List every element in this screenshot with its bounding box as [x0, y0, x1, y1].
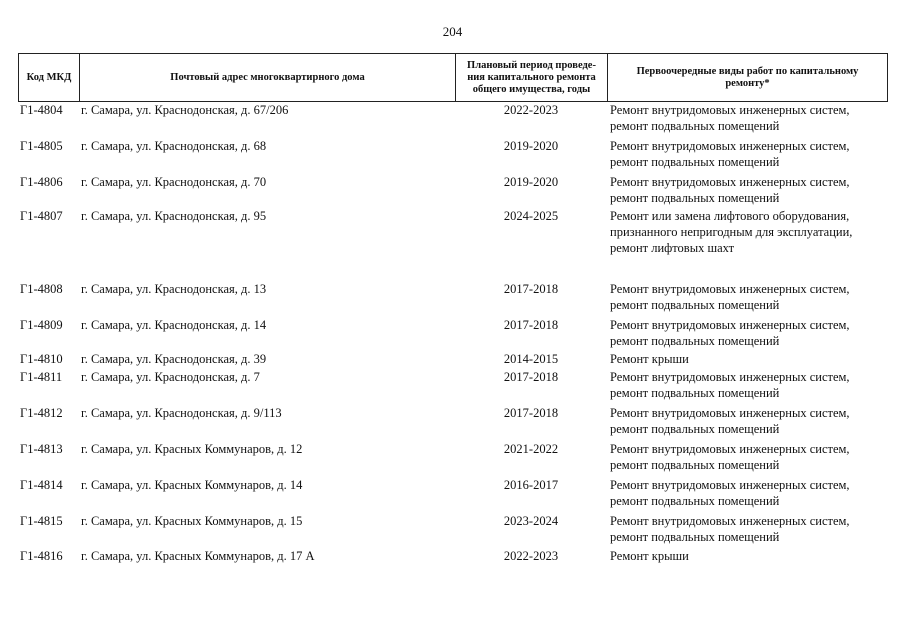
row-works-line: ремонт подвальных помещений [610, 458, 780, 472]
row-address: г. Самара, ул. Краснодонская, д. 68 [81, 139, 267, 153]
row-period: 2019-2020 [503, 175, 559, 189]
row-address: г. Самара, ул. Красных Коммунаров, д. 17 А [81, 549, 315, 563]
row-works-line: ремонт подвальных помещений [610, 119, 780, 133]
row-works-line: ремонт лифтовых шахт [610, 241, 735, 255]
row-works-line: Ремонт внутридомовых инженерных систем, [610, 282, 850, 296]
header-works: Первоочередные виды работ по капитальному ремонту* [636, 65, 859, 89]
row-works-line: Ремонт или замена лифтового оборудования, [610, 209, 850, 223]
row-code: Г1-4813 [20, 442, 63, 456]
row-works-line: ремонт подвальных помещений [610, 530, 780, 544]
row-code: Г1-4808 [20, 282, 63, 296]
row-address: г. Самара, ул. Краснодонская, д. 7 [81, 370, 260, 384]
row-code: Г1-4810 [20, 352, 63, 366]
row-period: 2014-2015 [503, 352, 559, 366]
row-works [610, 317, 886, 349]
row-works-line: Ремонт внутридомовых инженерных систем, [610, 318, 850, 332]
row-address: г. Самара, ул. Краснодонская, д. 95 [81, 209, 267, 223]
row-address: г. Самара, ул. Краснодонская, д. 39 [81, 352, 267, 366]
row-code: Г1-4814 [20, 478, 63, 492]
row-code: Г1-4804 [20, 103, 63, 117]
row-works-line: Ремонт внутридомовых инженерных систем, [610, 139, 850, 153]
row-code: Г1-4807 [20, 209, 63, 223]
row-address: г. Самара, ул. Красных Коммунаров, д. 12 [81, 442, 303, 456]
row-works-line: ремонт подвальных помещений [610, 155, 780, 169]
row-works-line: ремонт подвальных помещений [610, 334, 780, 348]
row-works [610, 351, 886, 367]
row-code: Г1-4815 [20, 514, 63, 528]
row-works-line: ремонт подвальных помещений [610, 298, 780, 312]
row-works [610, 548, 886, 564]
row-period: 2019-2020 [503, 139, 559, 153]
row-period: 2017-2018 [503, 318, 559, 332]
row-period: 2022-2023 [503, 549, 559, 563]
row-address: г. Самара, ул. Красных Коммунаров, д. 15 [81, 514, 303, 528]
row-works-line: Ремонт крыши [610, 549, 689, 563]
capital-repair-table [18, 53, 888, 563]
row-address: г. Самара, ул. Краснодонская, д. 9/113 [81, 406, 282, 420]
row-works [610, 441, 886, 473]
row-works-line: Ремонт крыши [610, 352, 689, 366]
row-works-line: Ремонт внутридомовых инженерных систем, [610, 442, 850, 456]
row-code: Г1-4809 [20, 318, 63, 332]
row-works [610, 208, 886, 256]
row-code: Г1-4811 [20, 370, 63, 384]
row-code: Г1-4806 [20, 175, 63, 189]
row-works-line: признанного непригодным для эксплуатации, [610, 225, 853, 239]
table-header [18, 53, 888, 102]
row-works [610, 174, 886, 206]
row-works-line: ремонт подвальных помещений [610, 494, 780, 508]
row-period: 2017-2018 [503, 370, 559, 384]
row-period: 2024-2025 [503, 209, 559, 223]
row-works-line: Ремонт внутридомовых инженерных систем, [610, 370, 850, 384]
row-period: 2021-2022 [503, 442, 559, 456]
row-works-line: Ремонт внутридомовых инженерных систем, [610, 478, 850, 492]
row-code: Г1-4805 [20, 139, 63, 153]
row-address: г. Самара, ул. Краснодонская, д. 14 [81, 318, 267, 332]
row-works-line: Ремонт внутридомовых инженерных систем, [610, 103, 850, 117]
row-works [610, 281, 886, 313]
header-code: Код МКД [19, 54, 80, 101]
row-works [610, 513, 886, 545]
row-period: 2022-2023 [503, 103, 559, 117]
row-period: 2017-2018 [503, 406, 559, 420]
row-works-line: Ремонт внутридомовых инженерных систем, [610, 514, 850, 528]
row-period: 2023-2024 [503, 514, 559, 528]
row-code: Г1-4816 [20, 549, 63, 563]
row-address: г. Самара, ул. Красных Коммунаров, д. 14 [81, 478, 303, 492]
row-code: Г1-4812 [20, 406, 63, 420]
row-works [610, 477, 886, 509]
header-address: Почтовый адрес многоквартирного дома [80, 54, 456, 101]
row-period: 2017-2018 [503, 282, 559, 296]
row-works [610, 405, 886, 437]
row-works [610, 369, 886, 401]
row-works-line: Ремонт внутридомовых инженерных систем, [610, 406, 850, 420]
row-works [610, 138, 886, 170]
row-address: г. Самара, ул. Краснодонская, д. 13 [81, 282, 267, 296]
row-address: г. Самара, ул. Краснодонская, д. 70 [81, 175, 267, 189]
row-works-line: ремонт подвальных помещений [610, 191, 780, 205]
row-works-line: ремонт подвальных помещений [610, 422, 780, 436]
header-period: Плановый период проведе-ния капитального ремонта общего имущества, годы [456, 54, 608, 101]
row-period: 2016-2017 [503, 478, 559, 492]
row-works-line: ремонт подвальных помещений [610, 386, 780, 400]
row-address: г. Самара, ул. Краснодонская, д. 67/206 [81, 103, 289, 117]
row-works-line: Ремонт внутридомовых инженерных систем, [610, 175, 850, 189]
row-works [610, 102, 886, 134]
page-number: 204 [442, 24, 463, 39]
